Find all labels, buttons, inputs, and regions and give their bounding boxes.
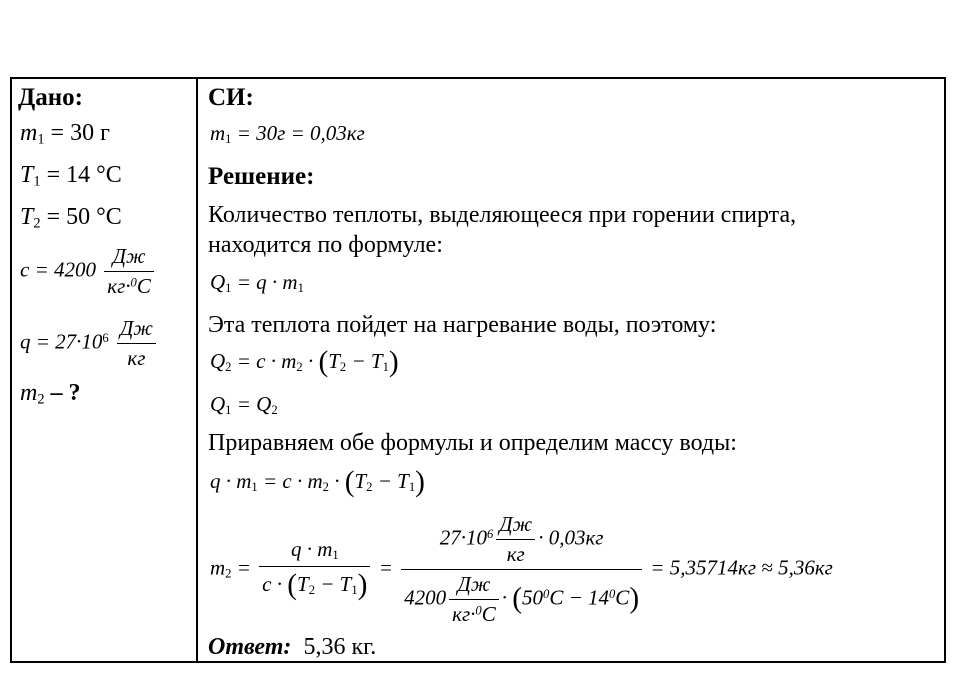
formula-q2: $Q_2 = c \cdot m_2 \cdot (T_2 - T_1)$ (210, 346, 399, 378)
solution-heading: Решение: (208, 163, 315, 190)
formula-equal: $Q_1 = Q_2$ (210, 392, 278, 418)
solution-text-1a: Количество теплоты, выделяющееся при горении спирта, (208, 202, 797, 228)
formula-balance: $q \cdot m_1 = c \cdot m_2 \cdot (T_2 - T_1)$ (210, 466, 425, 498)
answer: Ответ: 5,36 кг. (208, 634, 377, 660)
given-m1: $m_1 = 30$ г (20, 120, 110, 148)
given-t2: $T_2 = 50$ °С (20, 204, 122, 232)
solution-text-1b: находится по формуле: (208, 232, 443, 258)
given-c: c = 4200 $\frac{Дж}{кг\cdot^0C}$ (20, 244, 157, 299)
given-find: $m_2$ – ? (20, 380, 81, 408)
solution-text-3: Приравняем обе формулы и определим массу воды: (208, 430, 737, 456)
solution-text-2: Эта теплота пойдет на нагревание воды, поэтому: (208, 312, 717, 338)
column-divider (196, 77, 198, 663)
given-heading: Дано: (18, 84, 83, 111)
given-t1: $T_1 = 14$ °С (20, 162, 122, 190)
si-heading: СИ: (208, 84, 254, 111)
formula-q1: $Q_1 = q \cdot m_1$ (210, 270, 304, 296)
formula-m2: $m_2$ = $\frac{q \cdot m_1}{c \cdot (T_2 - T_1)}$ = $27\cdot 10^6$ $\frac{Дж}{кг}$ · 0,03кг 4200 $\frac{Дж}{кг\cdot^0C}$ · $(50^0C - 14^0C)$ = 5,35714кг ≈ 5,36кг (210, 512, 833, 626)
given-q: $q = 27\cdot 10^6$ $\frac{Дж}{кг}$ (20, 316, 159, 371)
si-conversion: $m_1 = 30г = 0,03кг$ (210, 121, 365, 147)
